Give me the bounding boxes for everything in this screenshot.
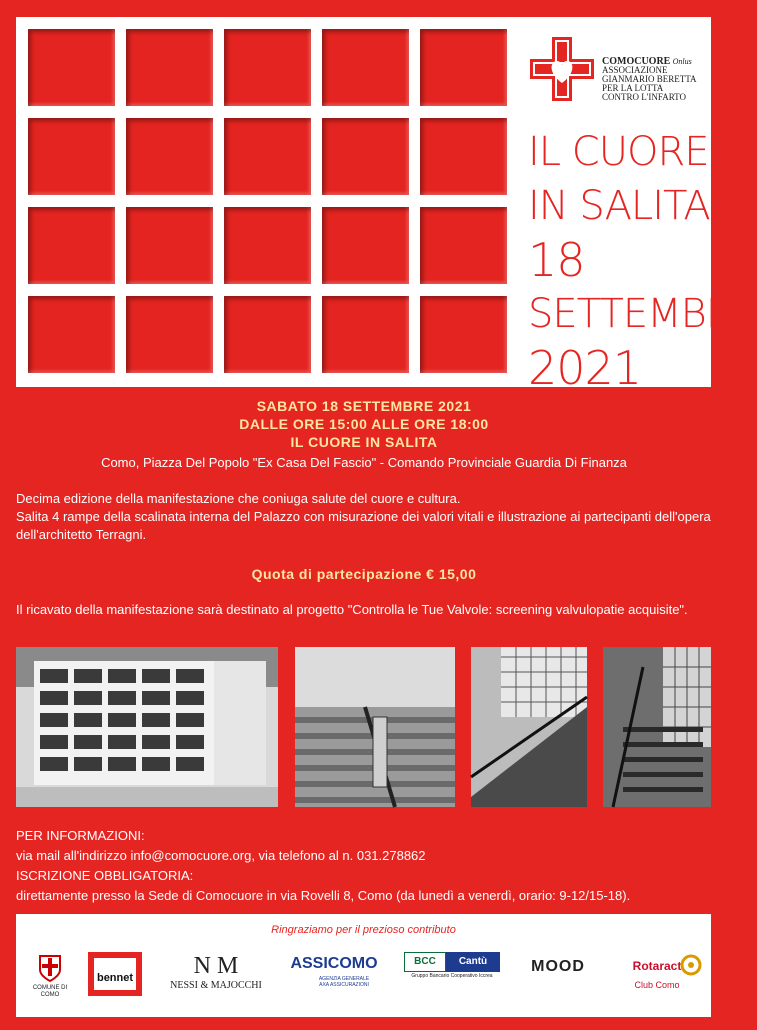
hero-panel [16, 17, 757, 395]
grid-tile [224, 118, 311, 195]
facade-window [176, 757, 204, 771]
facade-window [40, 735, 68, 749]
title-line: SETTEMBRE [528, 291, 757, 337]
bcc-label: BCC [404, 952, 446, 972]
grid-tile [28, 118, 115, 195]
grid-tile [224, 207, 311, 284]
grid-tile [28, 29, 115, 106]
grid-tile [420, 296, 507, 373]
mood-label: MOOD [531, 958, 585, 975]
title-line: IN SALITA [528, 183, 710, 229]
facade-window [74, 713, 102, 727]
staircase-photo-3 [603, 647, 711, 807]
rotaract-label: Rotaract [632, 959, 682, 973]
description-line: Decima edizione della manifestazione che coniuga salute del cuore e cultura. [16, 491, 461, 506]
assicomo-label: ASSICOMO [290, 955, 378, 972]
rotaract-sub: Club Como [634, 980, 680, 990]
title-line: 18 [528, 233, 585, 287]
grid-tile [28, 207, 115, 284]
building-facade-photo [16, 647, 278, 807]
facade-window [142, 757, 170, 771]
proceeds-note: Il ricavato della manifestazione sarà destinato al progetto "Controlla le Tue Valvole: screening valvulopatie acquisite". [16, 602, 688, 617]
sponsor-panel [16, 914, 711, 1017]
grid-tile [420, 29, 507, 106]
facade-window [176, 669, 204, 683]
red-cross-heart-icon [530, 37, 594, 101]
grid-tile [28, 296, 115, 373]
coat-of-arms-icon [37, 952, 63, 982]
grid-tile [322, 296, 409, 373]
facade-window [40, 713, 68, 727]
facade-window [74, 757, 102, 771]
comune-label: COMUNE DI COMO [32, 985, 68, 998]
event-location: Como, Piazza Del Popolo "Ex Casa Del Fascio" - Comando Provinciale Guardia Di Finanza [101, 455, 627, 470]
description-line: Salita 4 rampe della scalinata interna del Palazzo con misurazione dei valori vitali e illustrazione ai partecipanti dell'opera dell'architetto Terragni. [16, 509, 711, 542]
poster-title [528, 125, 757, 395]
facade-window [108, 691, 136, 705]
event-time: DALLE ORE 15:00 ALLE ORE 18:00 [239, 416, 489, 432]
assicomo-logo [284, 952, 384, 1000]
grid-tile [420, 207, 507, 284]
grid-tile [420, 118, 507, 195]
facade-window [108, 757, 136, 771]
facade-window [74, 669, 102, 683]
rotaract-logo [612, 952, 702, 1000]
title-line: IL CUORE [528, 129, 709, 175]
facade-window [142, 669, 170, 683]
assicomo-sub: AGENZIA GENERALE AXA ASSICURAZIONI [318, 976, 370, 988]
facade-window [40, 691, 68, 705]
grid-tile [126, 29, 213, 106]
event-date: SABATO 18 SETTEMBRE 2021 [256, 398, 472, 414]
contact-info [16, 826, 630, 906]
facade-window [176, 691, 204, 705]
bcc-sub: Gruppo Bancario Cooperativo Iccrea [411, 973, 493, 979]
thanks-text: Ringraziamo per il prezioso contributo [271, 924, 456, 936]
facade-window [74, 691, 102, 705]
logo-line: CONTRO L'INFARTO [602, 92, 687, 102]
logo-name: COMOCUORE [602, 56, 671, 67]
bennet-logo [88, 952, 142, 1000]
facade-window [142, 735, 170, 749]
registration-line: direttamente presso la Sede di Comocuore in via Rovelli 8, Como (da lunedì a venerdì, orario: 9-12/15-18). [16, 888, 631, 903]
red-tile-grid [28, 29, 518, 385]
logo-line: GIANMARIO BERETTA [602, 74, 697, 84]
facade-window [176, 713, 204, 727]
facade-window [142, 713, 170, 727]
logo-line: ASSOCIAZIONE [602, 65, 668, 75]
nessi-majocchi-logo [166, 952, 266, 1000]
contact-line: via mail all'indirizzo info@comocuore.org, via telefono al n. 031.278862 [16, 848, 426, 863]
logo-text [602, 57, 697, 102]
comune-como-logo [30, 952, 70, 1000]
mood-logo [520, 952, 596, 1000]
grid-tile [322, 29, 409, 106]
facade-window [40, 757, 68, 771]
staircase-photo-2 [471, 647, 587, 807]
rotary-wheel-icon [680, 954, 702, 976]
grid-tile [126, 207, 213, 284]
event-name: IL CUORE IN SALITA [290, 434, 438, 450]
grid-tile [322, 118, 409, 195]
cantu-label: Cantù [446, 952, 500, 972]
grid-tile [224, 29, 311, 106]
facade-window [74, 735, 102, 749]
bcc-cantu-logo [404, 952, 500, 1000]
logo-line: PER LA LOTTA [602, 83, 664, 93]
facade-window [108, 669, 136, 683]
comocuore-logo [530, 37, 710, 107]
nm-monogram: N M [193, 953, 239, 979]
staircase-photo-1 [295, 647, 455, 807]
bennet-label: bennet [96, 972, 134, 984]
facade-window [108, 735, 136, 749]
facade-window [108, 713, 136, 727]
registration-label: ISCRIZIONE OBBLIGATORIA: [16, 868, 194, 883]
title-line: 2021 [528, 341, 642, 395]
facade-window [176, 735, 204, 749]
nessi-label: NESSI & MAJOCCHI [170, 980, 262, 991]
grid-tile [126, 296, 213, 373]
grid-tile [224, 296, 311, 373]
info-label: PER INFORMAZIONI: [16, 828, 145, 843]
participation-fee: Quota di partecipazione € 15,00 [251, 566, 477, 582]
logo-suffix: Onlus [672, 57, 692, 66]
grid-tile [322, 207, 409, 284]
facade-window [40, 669, 68, 683]
facade-window [142, 691, 170, 705]
grid-tile [126, 118, 213, 195]
